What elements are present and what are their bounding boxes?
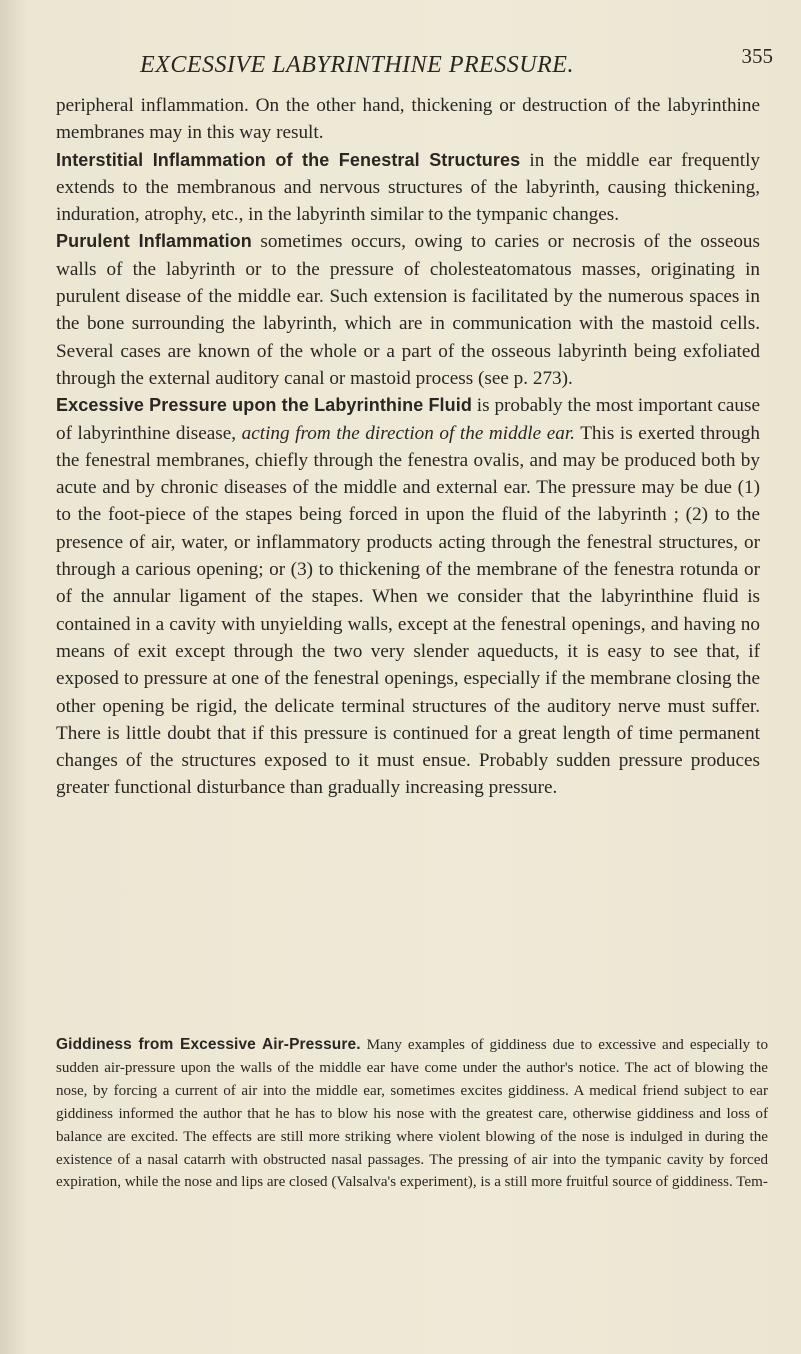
running-head: EXCESSIVE LABYRINTHINE PRESSURE. bbox=[140, 52, 574, 78]
paragraph-intro-text: peripheral inflammation. On the other hand, thickening or destruction of the labyrinthine membranes may in this way result. bbox=[56, 95, 760, 144]
paragraph-interstitial-text: in the middle ear frequently extends to the membranous and nervous structures of the labyrinth, causing thickening, induration, atrophy, etc., in the labyrinth similar to the tympanic changes. bbox=[56, 149, 760, 226]
section-heading-interstitial: Interstitial Inflammation of the Fenestral Structures bbox=[56, 149, 521, 170]
paragraph-intro bbox=[56, 92, 760, 147]
paragraph-excessive-pressure-text-b: This is exerted through the fenestral membranes, chiefly through the fenestra ovalis, and may be produced both by acute and by chronic diseases of the middle and external ear. The pressure may be due (1) to the foot-piece of the stapes being forced in upon the fluid of the labyrinth ; (2) to the presence of air, water, or inflammatory products acting through the fenestral structures, or through a carious opening; or (3) to thickening of the membrane of the fenestra rotunda or of the annular ligament of the stapes. When we consider that the labyrinthine fluid is contained in a cavity with unyielding walls, except at the fenestral openings, and having no means of exit except through the two very slender aqueducts, it is easy to see that, if exposed to pressure at one of the fenestral openings, especially if the membrane closing the other opening be rigid, the delicate terminal structures of the auditory nerve must suffer. There is little doubt that if this pressure is continued for a great length of time permanent changes of the structures exposed to it must ensue. Probably sudden pressure produces greater functional disturbance than gradually increasing pressure. bbox=[56, 422, 760, 799]
paragraph-giddiness-text: Many examples of giddiness due to excessive and especially to sudden air-pressure upon the walls of the middle ear have come under the author's notice. The act of blowing the nose, by forcing a current of air into the middle ear, sometimes excites giddiness. A medical friend subject to ear giddiness informed the author that he has to blow his nose with the greatest care, otherwise giddiness and loss of balance are excited. The effects are still more striking where violent blowing of the nose is indulged in during the existence of a nasal catarrh with obstructed nasal passages. The pressing of air into the tympanic cavity by forced expiration, while the nose and lips are closed (Valsalva's experiment), is a still more fruitful source of giddiness. Tem- bbox=[56, 1037, 768, 1191]
paragraph-excessive-pressure bbox=[56, 392, 760, 801]
body-text bbox=[56, 92, 760, 802]
paragraph-interstitial-inflammation bbox=[56, 147, 760, 229]
paragraph-purulent-inflammation bbox=[56, 228, 760, 392]
page-header bbox=[140, 44, 773, 84]
section-heading-purulent: Purulent Inflammation bbox=[56, 231, 252, 252]
paragraph-purulent-text: sometimes occurs, owing to caries or necrosis of the osseous walls of the labyrinth or to the pressure of cholesteatomatous masses, originating in purulent disease of the middle ear. Such extension is facilitated by the numerous spaces in the bone surrounding the labyrinth, which are in communication with the mastoid cells. Several cases are known of the whole or a part of the osseous labyrinth being exfoliated through the external auditory canal or mastoid process (see p. 273). bbox=[56, 231, 760, 389]
page-number: 355 bbox=[741, 44, 773, 68]
section-heading-giddiness: Giddiness from Excessive Air-Pressure. bbox=[56, 1036, 361, 1053]
paragraph-excessive-pressure-italic: acting from the direction of the middle ear. bbox=[241, 422, 575, 444]
paragraph-excessive-pressure-text-a: is probably the most important cause of labyrinthine disease, bbox=[56, 395, 760, 444]
paragraph-giddiness bbox=[56, 1034, 768, 1194]
small-print-section bbox=[56, 1034, 768, 1194]
section-heading-excessive-pressure: Excessive Pressure upon the Labyrinthine Fluid bbox=[56, 395, 472, 416]
